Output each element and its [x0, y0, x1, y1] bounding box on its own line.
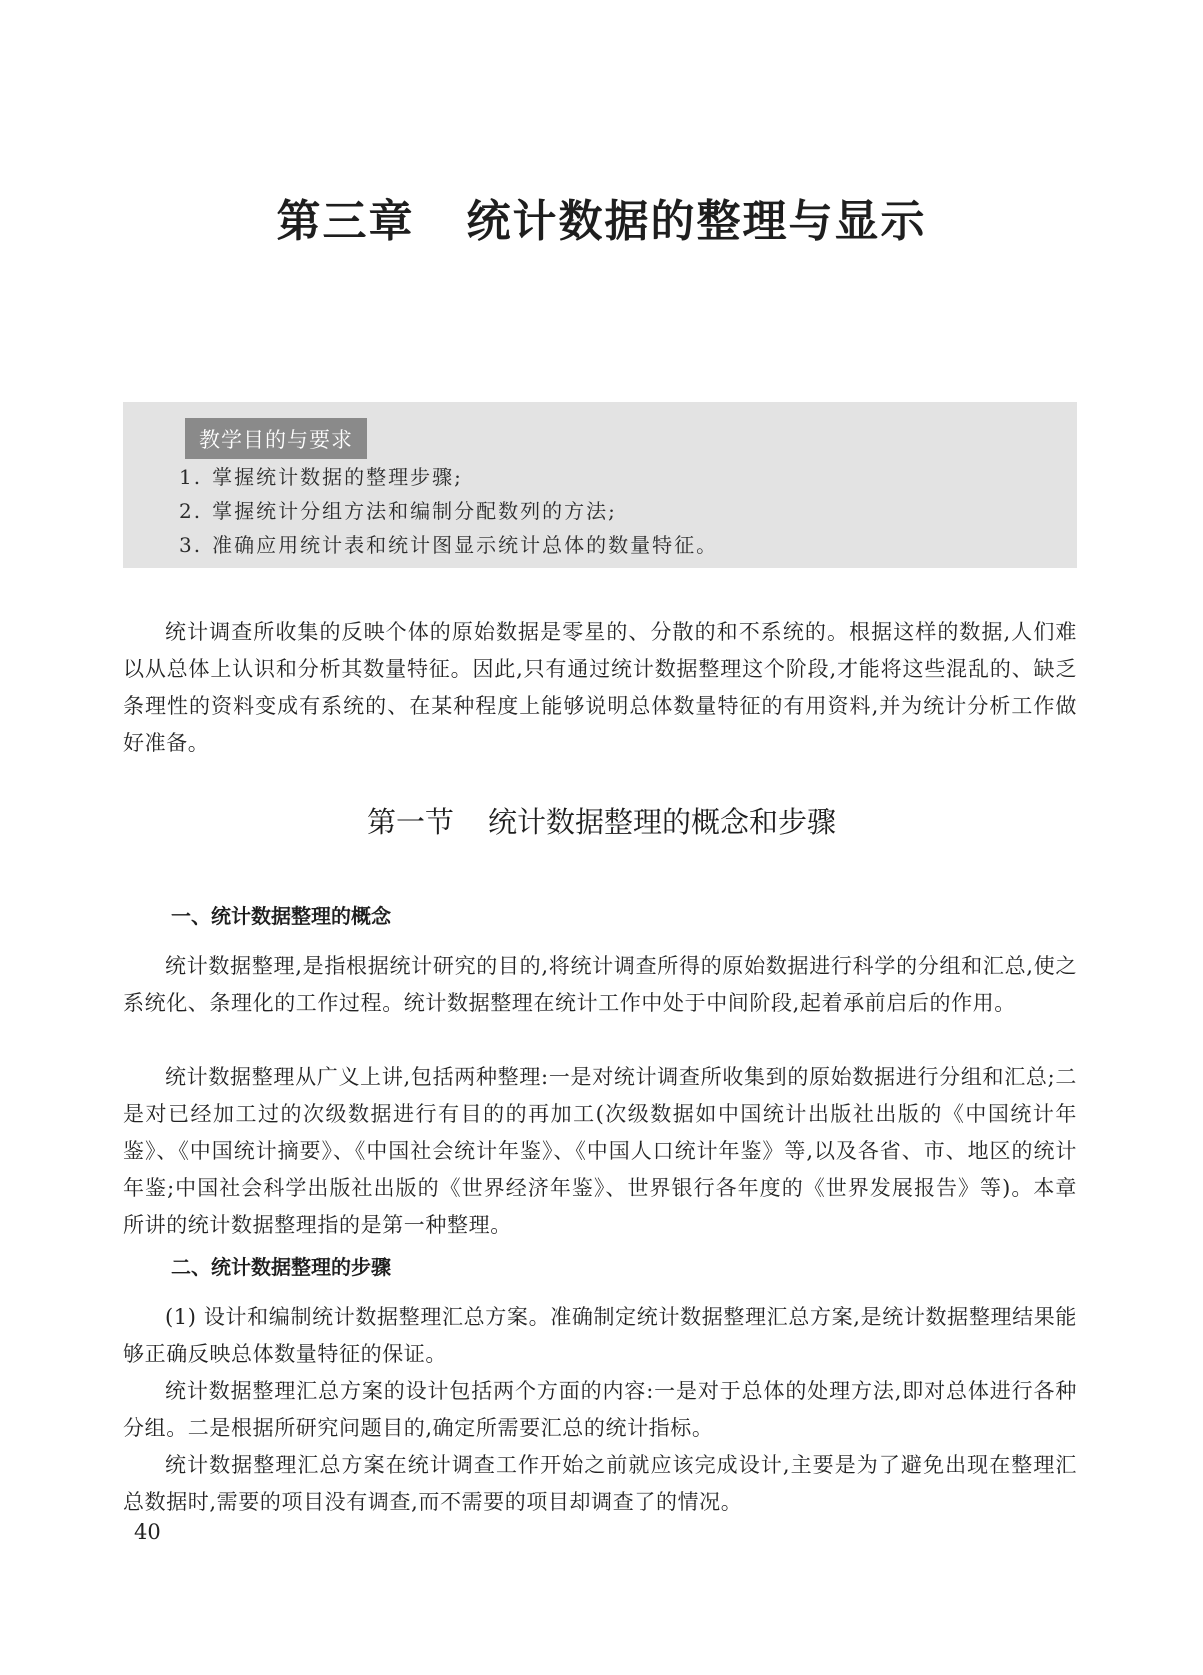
objective-item: [179, 528, 718, 562]
objective-item: [179, 494, 718, 528]
objective-index: 3.: [179, 533, 203, 557]
section-title: [0, 800, 1203, 841]
objectives-label: 教学目的与要求: [185, 418, 367, 459]
subsection-heading-concept: 一、统计数据整理的概念: [171, 904, 391, 928]
objective-text: 准确应用统计表和统计图显示统计总体的数量特征。: [212, 533, 719, 557]
chapter-title: [0, 185, 1203, 249]
concept-paragraph-1: 统计数据整理,是指根据统计研究的目的,将统计调查所得的原始数据进行科学的分组和汇总,使之系统化、条理化的工作过程。统计数据整理在统计工作中处于中间阶段,起着承前启后的作用。: [123, 954, 1077, 1015]
section-number: 第一节: [366, 805, 454, 839]
objective-index: 2.: [179, 499, 203, 523]
section-title-text: 统计数据整理的概念和步骤: [488, 805, 837, 839]
teaching-objectives-box: [123, 402, 1077, 568]
subsection-heading-steps: 二、统计数据整理的步骤: [171, 1255, 391, 1279]
objective-index: 1.: [179, 465, 203, 489]
intro-paragraph: 统计调查所收集的反映个体的原始数据是零星的、分散的和不系统的。根据这样的数据,人们难以从总体上认识和分析其数量特征。因此,只有通过统计数据整理这个阶段,才能将这些混乱的、缺乏条理性的资料变成有系统的、在某种程度上能够说明总体数量特征的有用资料,并为统计分析工作做好准备。: [123, 620, 1077, 755]
chapter-number: 第三章: [276, 196, 415, 247]
objective-text: 掌握统计分组方法和编制分配数列的方法;: [212, 499, 617, 523]
concept-paragraph-2: 统计数据整理从广义上讲,包括两种整理:一是对统计调查所收集到的原始数据进行分组和汇总;二是对已经加工过的次级数据进行有目的的再加工(次级数据如中国统计出版社出版的《中国统计年鉴》、《中国统计摘要》、《中国社会统计年鉴》、《中国人口统计年鉴》等,以及各省、市、地区的统计年鉴;中国社会科学出版社出版的《世界经济年鉴》、世界银行各年度的《世界发展报告》等)。本章所讲的统计数据整理指的是第一种整理。: [123, 1065, 1077, 1237]
steps-paragraph-1: (1) 设计和编制统计数据整理汇总方案。准确制定统计数据整理汇总方案,是统计数据整理结果能够正确反映总体数量特征的保证。: [123, 1305, 1077, 1366]
objective-text: 掌握统计数据的整理步骤;: [212, 465, 463, 489]
steps-paragraph-2: 统计数据整理汇总方案的设计包括两个方面的内容:一是对于总体的处理方法,即对总体进行各种分组。二是根据所研究问题目的,确定所需要汇总的统计指标。: [123, 1379, 1077, 1440]
page-number: 40: [134, 1520, 161, 1544]
steps-paragraph-3: 统计数据整理汇总方案在统计调查工作开始之前就应该完成设计,主要是为了避免出现在整理汇总数据时,需要的项目没有调查,而不需要的项目却调查了的情况。: [123, 1453, 1077, 1514]
chapter-title-text: 统计数据的整理与显示: [466, 196, 927, 247]
objective-item: [179, 460, 718, 494]
objectives-list: [179, 460, 718, 562]
